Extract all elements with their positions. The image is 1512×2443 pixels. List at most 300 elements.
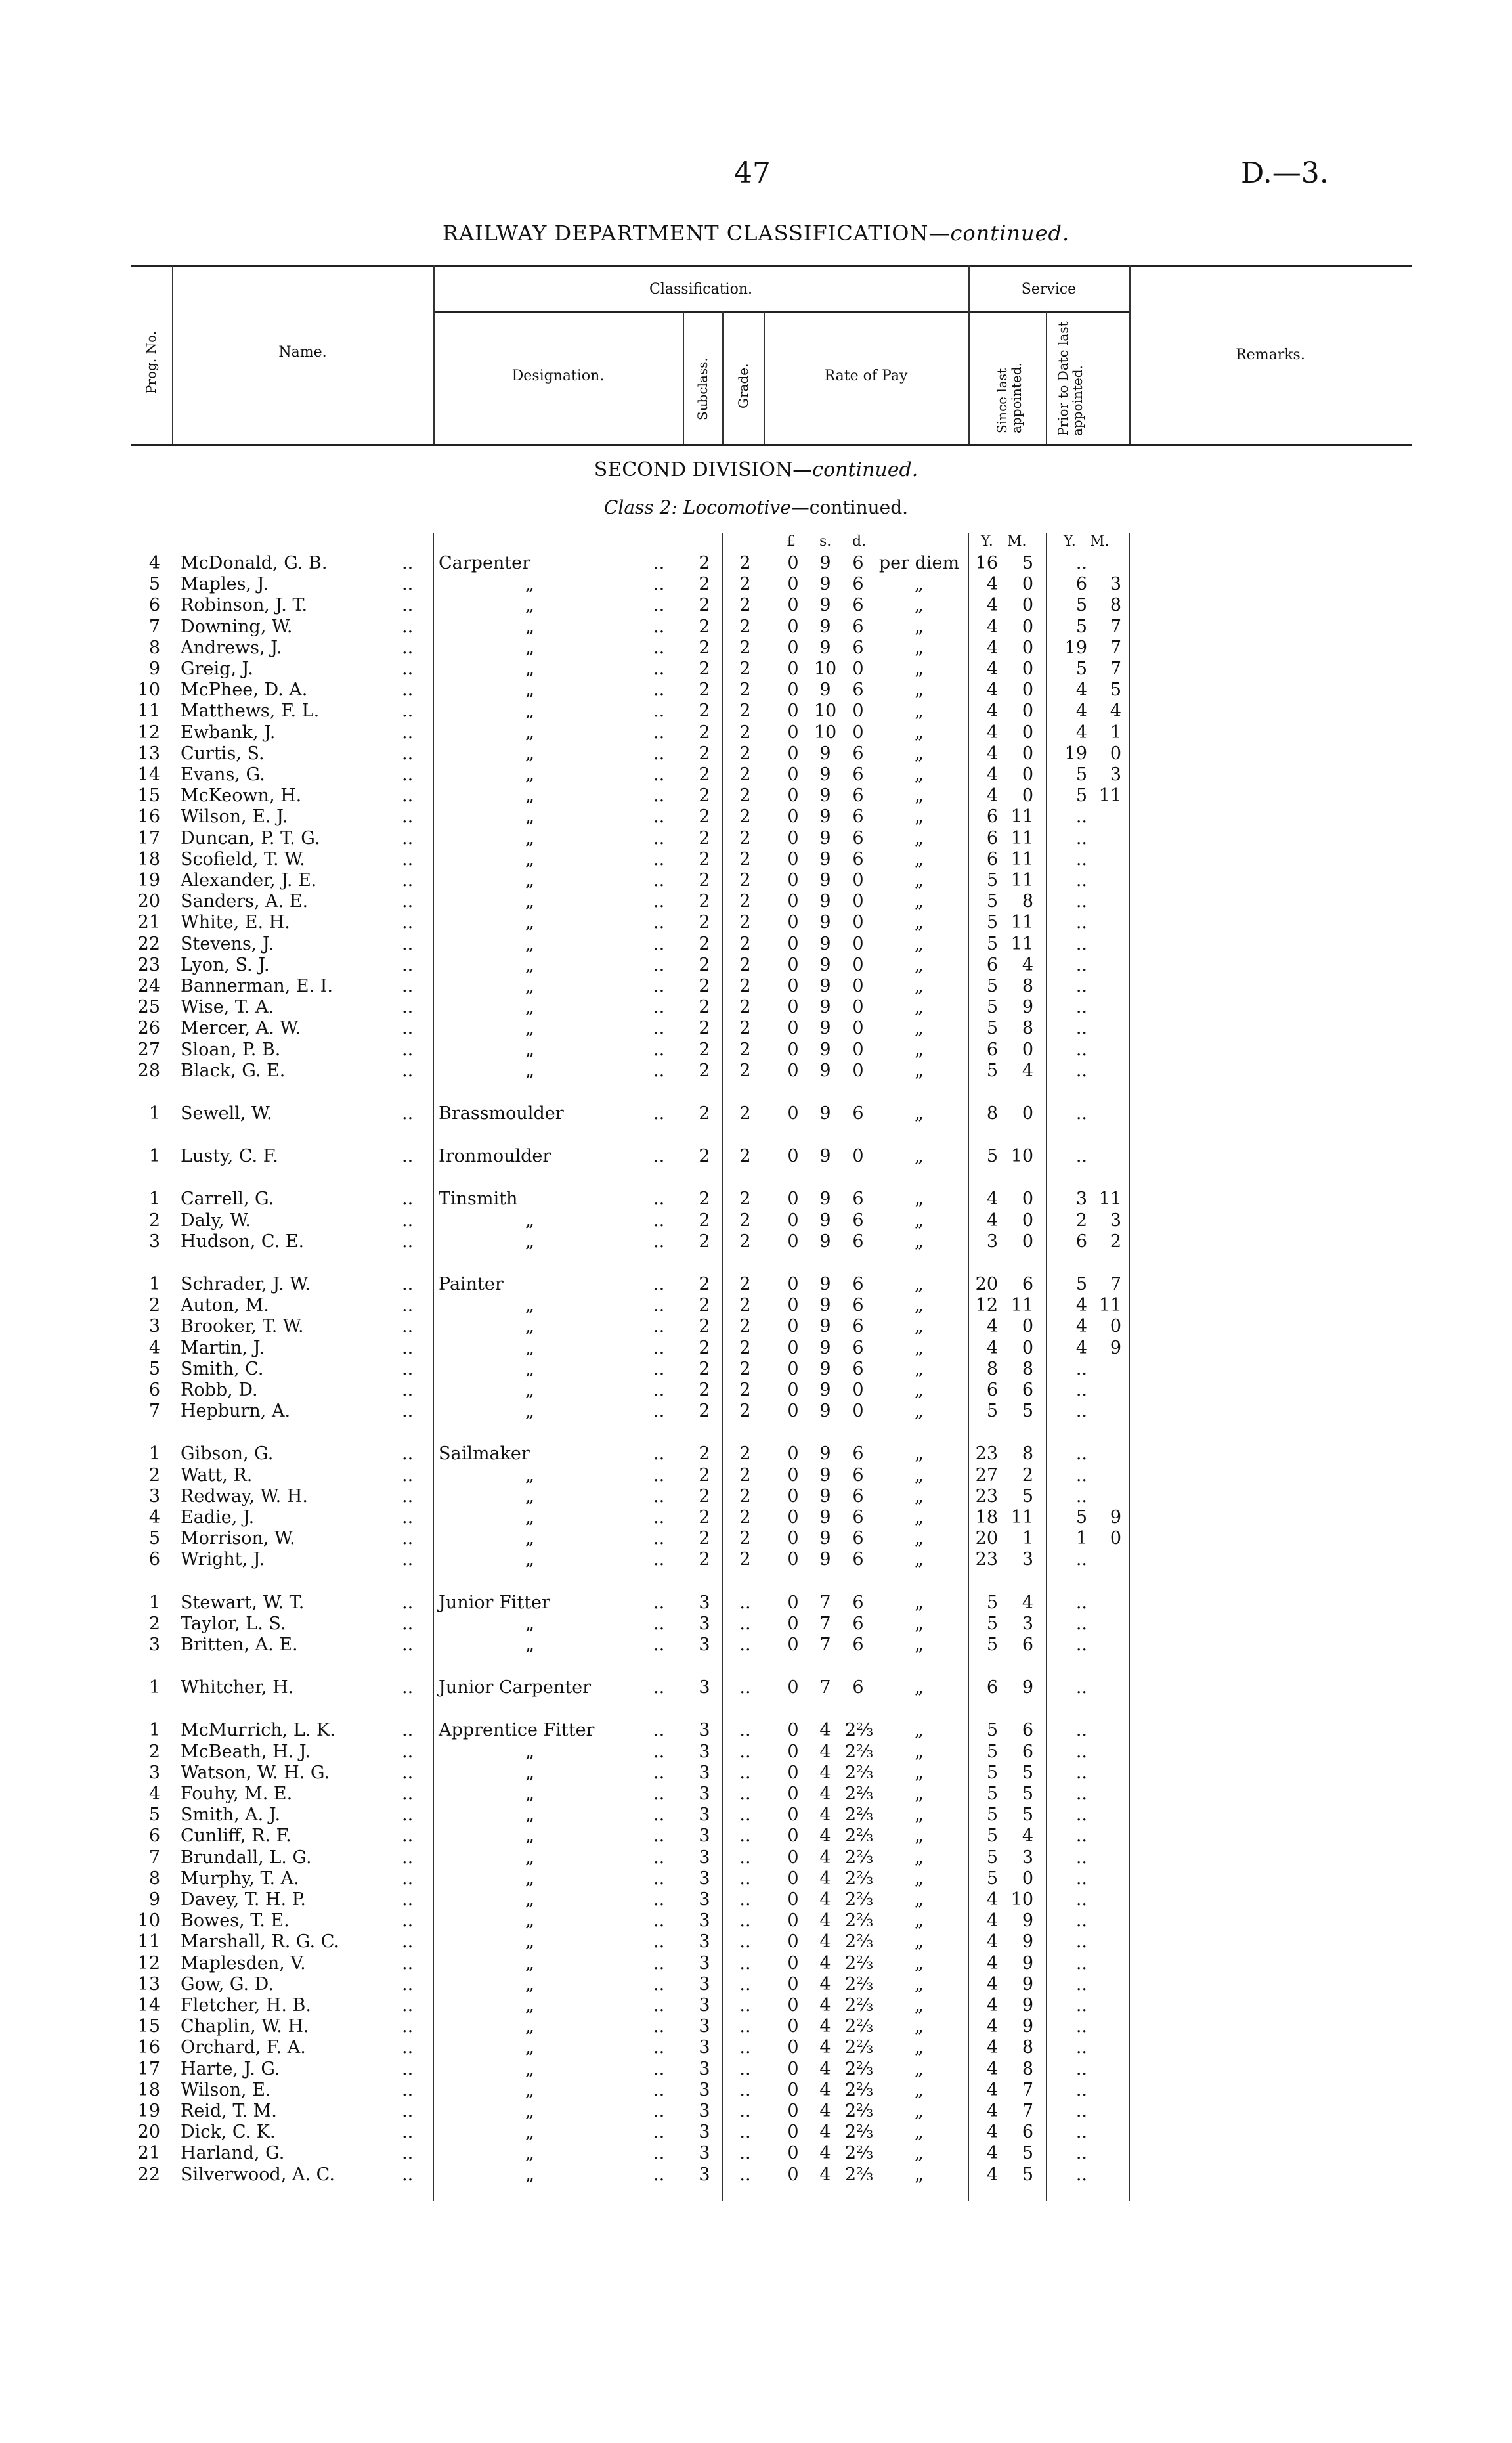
since-months: 0	[1022, 1103, 1033, 1124]
table-row	[0, 2059, 1512, 2080]
pay-pence: 2⅔	[845, 2079, 874, 2100]
pay-unit: „	[915, 891, 924, 912]
table-row	[0, 764, 1512, 785]
pay-pence: 6	[852, 764, 864, 785]
pay-unit: „	[915, 2101, 924, 2121]
grade-value: 2	[739, 1295, 751, 1316]
prog-number: 4	[148, 1784, 160, 1804]
pay-pence: 0	[852, 1146, 864, 1167]
pay-pounds: 0	[787, 1231, 799, 1252]
pay-shillings: 10	[813, 722, 837, 743]
since-years: 5	[986, 1613, 998, 1634]
since-months: 0	[1022, 722, 1033, 743]
subclass-value: 2	[699, 848, 710, 869]
leader-dots: ..	[653, 1486, 665, 1507]
since-months: 0	[1022, 595, 1033, 616]
table-row	[0, 934, 1512, 955]
prior-years: ..	[1075, 1784, 1087, 1804]
staff-name: Chaplin, W. H.	[181, 2016, 309, 2037]
since-years: 5	[986, 1826, 998, 1847]
pay-pence: 6	[852, 848, 864, 869]
designation-value: „	[525, 954, 534, 975]
leader-dots: ..	[402, 1528, 414, 1549]
prior-years: 5	[1075, 764, 1087, 785]
grade-value: ..	[739, 2058, 751, 2079]
since-months: 2	[1022, 1464, 1033, 1486]
subclass-value: 3	[699, 2037, 710, 2058]
pay-pence: 6	[852, 1358, 864, 1379]
designation-value: „	[525, 574, 534, 595]
prior-years: ..	[1075, 1762, 1087, 1783]
since-months: 11	[1010, 870, 1033, 891]
prog-number: 6	[148, 1826, 160, 1847]
pay-unit: „	[915, 2016, 924, 2037]
pay-unit: „	[915, 785, 924, 806]
pay-shillings: 9	[819, 1401, 831, 1422]
leader-dots: ..	[402, 1231, 414, 1252]
since-years: 27	[975, 1464, 998, 1486]
designation-value: „	[525, 701, 534, 722]
since-months: 11	[1010, 912, 1033, 933]
designation-value: „	[525, 2143, 534, 2164]
prog-number: 6	[148, 595, 160, 616]
subclass-value: 3	[699, 1784, 710, 1804]
since-months: 8	[1022, 1018, 1033, 1039]
table-row	[0, 1061, 1512, 1082]
pay-pence: 6	[852, 1210, 864, 1231]
pay-shillings: 9	[819, 764, 831, 785]
prog-number: 11	[137, 701, 160, 722]
prog-number: 1	[148, 1720, 160, 1741]
designation-value: „	[525, 1762, 534, 1783]
staff-name: Brundall, L. G.	[181, 1847, 312, 1868]
leader-dots: ..	[402, 764, 414, 785]
leader-dots: ..	[402, 1741, 414, 1762]
grade-value: 2	[739, 806, 751, 827]
pay-pence: 6	[852, 574, 864, 595]
grade-value: 2	[739, 553, 751, 573]
grade-value: 2	[739, 595, 751, 616]
pay-pounds: 0	[787, 1189, 799, 1210]
since-last-header: Since last appointed.	[994, 363, 1024, 433]
pay-pence: 2⅔	[845, 1973, 874, 1994]
subclass-value: 3	[699, 1847, 710, 1868]
leader-dots: ..	[402, 574, 414, 595]
leader-dots: ..	[402, 1762, 414, 1783]
since-months: 3	[1022, 1549, 1033, 1570]
since-months: 5	[1022, 1762, 1033, 1783]
pay-shillings: 9	[819, 997, 831, 1018]
pay-unit: „	[915, 976, 924, 996]
since-years: 4	[986, 2037, 998, 2058]
pay-shillings: 9	[819, 1189, 831, 1210]
pay-pounds: 0	[787, 1677, 799, 1698]
leader-dots: ..	[402, 1189, 414, 1210]
since-months: 11	[1010, 806, 1033, 827]
pay-pence: 2⅔	[845, 1720, 874, 1741]
pay-shillings: 7	[819, 1592, 831, 1613]
pay-shillings: 9	[819, 806, 831, 827]
leader-dots: ..	[402, 1039, 414, 1060]
grade-value: ..	[739, 2101, 751, 2121]
designation-value: „	[525, 1018, 534, 1039]
subclass-value: 3	[699, 1973, 710, 1994]
leader-dots: ..	[653, 553, 665, 573]
subclass-value: 3	[699, 1826, 710, 1847]
leader-dots: ..	[653, 1952, 665, 1973]
subclass-value: 3	[699, 1805, 710, 1826]
since-months: 11	[1010, 848, 1033, 869]
subclass-value: 2	[699, 1549, 710, 1570]
since-years: 8	[986, 1358, 998, 1379]
since-years: 4	[986, 701, 998, 722]
prog-number: 1	[148, 1103, 160, 1124]
subclass-value: 2	[699, 1146, 710, 1167]
since-months: 6	[1022, 1720, 1033, 1741]
prior-years: ..	[1075, 1146, 1087, 1167]
pay-pounds: 0	[787, 1464, 799, 1486]
pay-shillings: 4	[819, 1868, 831, 1889]
since-years: 6	[986, 1677, 998, 1698]
leader-dots: ..	[402, 1613, 414, 1634]
division-title-main: SECOND DIVISION—	[594, 458, 813, 481]
leader-dots: ..	[402, 1549, 414, 1570]
prog-number: 2	[148, 1741, 160, 1762]
leader-dots: ..	[402, 2037, 414, 2058]
pay-pounds: 0	[787, 2079, 799, 2100]
since-years: 4	[986, 1889, 998, 1910]
pay-shillings: 9	[819, 976, 831, 996]
table-row	[0, 2080, 1512, 2101]
pay-unit: „	[915, 1847, 924, 1868]
grade-value: 2	[739, 1060, 751, 1081]
pay-shillings: 9	[819, 1231, 831, 1252]
grade-value: ..	[739, 1762, 751, 1783]
subclass-value: 2	[699, 1039, 710, 1060]
designation-value: „	[525, 1486, 534, 1507]
leader-dots: ..	[653, 806, 665, 827]
since-months: 4	[1022, 1060, 1033, 1081]
staff-name: White, E. H.	[181, 912, 290, 933]
leader-dots: ..	[402, 701, 414, 722]
prior-years: 4	[1075, 1295, 1087, 1316]
pay-unit: „	[915, 848, 924, 869]
grade-value: ..	[739, 1805, 751, 1826]
leader-dots: ..	[653, 1784, 665, 1804]
staff-name: Sewell, W.	[181, 1103, 272, 1124]
pay-unit: „	[915, 1741, 924, 1762]
staff-name: Evans, G.	[181, 764, 265, 785]
table-row	[0, 1720, 1512, 1741]
leader-dots: ..	[402, 595, 414, 616]
prog-number: 7	[148, 1401, 160, 1422]
pay-pence: 0	[852, 1018, 864, 1039]
pay-pounds: 0	[787, 2037, 799, 2058]
designation-value: „	[525, 1549, 534, 1570]
subclass-value: 2	[699, 997, 710, 1018]
pay-unit: „	[915, 1995, 924, 2015]
leader-dots: ..	[402, 997, 414, 1018]
prog-number: 10	[137, 680, 160, 701]
prior-years: ..	[1075, 806, 1087, 827]
since-months: 9	[1022, 1952, 1033, 1973]
leader-dots: ..	[402, 1847, 414, 1868]
pay-pence: 2⅔	[845, 1805, 874, 1826]
since-months: 6	[1022, 1741, 1033, 1762]
leader-dots: ..	[402, 1805, 414, 1826]
staff-name: Harland, G.	[181, 2143, 285, 2164]
designation-value: „	[525, 848, 534, 869]
prog-number: 21	[137, 912, 160, 933]
since-months: 4	[1022, 1826, 1033, 1847]
pay-pounds: 0	[787, 764, 799, 785]
since-months: 10	[1010, 1889, 1033, 1910]
prior-months: 3	[1110, 1210, 1121, 1231]
since-months: 5	[1022, 1805, 1033, 1826]
pay-shillings: 9	[819, 827, 831, 848]
grade-value: ..	[739, 1952, 751, 1973]
staff-name: Maplesden, V.	[181, 1952, 306, 1973]
since-years: 4	[986, 1316, 998, 1337]
designation-value: „	[525, 806, 534, 827]
prog-number: 5	[148, 1528, 160, 1549]
prior-years: 4	[1075, 722, 1087, 743]
designation-value: „	[525, 1231, 534, 1252]
table-row	[0, 659, 1512, 680]
staff-name: Britten, A. E.	[181, 1635, 298, 1655]
since-months: 11	[1010, 827, 1033, 848]
pay-pence: 2⅔	[845, 1910, 874, 1931]
since-years: 4	[986, 595, 998, 616]
since-months: 5	[1022, 1784, 1033, 1804]
leader-dots: ..	[402, 1146, 414, 1167]
table-row	[0, 2122, 1512, 2143]
header-bottom-rule	[131, 444, 1412, 446]
pay-pence: 6	[852, 1592, 864, 1613]
since-months: 0	[1022, 659, 1033, 679]
since-years: 6	[986, 848, 998, 869]
leader-dots: ..	[653, 1613, 665, 1634]
prior-years: 1	[1075, 1528, 1087, 1549]
pay-shillings: 9	[819, 1443, 831, 1464]
staff-name: Ewbank, J.	[181, 722, 276, 743]
since-months: 6	[1022, 1380, 1033, 1400]
since-months: 0	[1022, 616, 1033, 637]
pay-pounds: 0	[787, 616, 799, 637]
pay-pence: 2⅔	[845, 2058, 874, 2079]
staff-name: McMurrich, L. K.	[181, 1720, 335, 1741]
pay-pounds: 0	[787, 2016, 799, 2037]
pay-unit: „	[915, 1528, 924, 1549]
pay-pounds: 0	[787, 1060, 799, 1081]
leader-dots: ..	[653, 1847, 665, 1868]
since-years: 5	[986, 1762, 998, 1783]
pay-shillings: 9	[819, 1358, 831, 1379]
subclass-value: 3	[699, 1613, 710, 1634]
table-row	[0, 1103, 1512, 1124]
designation-value: „	[525, 891, 534, 912]
since-years: 23	[975, 1549, 998, 1570]
prior-years: ..	[1075, 1973, 1087, 1994]
leader-dots: ..	[653, 1380, 665, 1400]
prior-years: 3	[1075, 1189, 1087, 1210]
pay-unit: „	[915, 1826, 924, 1847]
pay-pounds: 0	[787, 1784, 799, 1804]
pay-shillings: 4	[819, 2079, 831, 2100]
staff-name: Watt, R.	[181, 1464, 253, 1486]
since-years: 4	[986, 1931, 998, 1952]
designation-value: „	[525, 912, 534, 933]
prior-years: ..	[1075, 1952, 1087, 1973]
pay-unit: „	[915, 1805, 924, 1826]
since-months: 9	[1022, 1931, 1033, 1952]
pay-pounds: 0	[787, 701, 799, 722]
since-months: 5	[1022, 1486, 1033, 1507]
pay-pounds: 0	[787, 1401, 799, 1422]
page-number: 47	[734, 156, 771, 190]
leader-dots: ..	[653, 764, 665, 785]
subclass-value: 2	[699, 1316, 710, 1337]
pay-unit: „	[915, 1507, 924, 1528]
prog-number: 18	[137, 2079, 160, 2100]
since-years: 5	[986, 933, 998, 954]
designation-value: „	[525, 870, 534, 891]
staff-name: Downing, W.	[181, 616, 293, 637]
pay-pounds: 0	[787, 1995, 799, 2015]
staff-name: Martin, J.	[181, 1337, 265, 1358]
pay-pence: 6	[852, 1507, 864, 1528]
staff-name: Maples, J.	[181, 574, 269, 595]
designation-value: „	[525, 2058, 534, 2079]
leader-dots: ..	[653, 2143, 665, 2164]
pay-pence: 6	[852, 1231, 864, 1252]
leader-dots: ..	[653, 2164, 665, 2185]
leader-dots: ..	[402, 954, 414, 975]
leader-dots: ..	[402, 722, 414, 743]
designation-value: Ironmoulder	[439, 1146, 551, 1167]
since-years: 4	[986, 637, 998, 658]
prog-number: 6	[148, 1380, 160, 1400]
leader-dots: ..	[653, 1741, 665, 1762]
since-months: 7	[1022, 2079, 1033, 2100]
subclass-value: 2	[699, 976, 710, 996]
grade-value: 2	[739, 1443, 751, 1464]
pay-shillings: 9	[819, 1060, 831, 1081]
prior-years: ..	[1075, 2122, 1087, 2143]
since-years: 4	[986, 722, 998, 743]
since-years: 12	[975, 1295, 998, 1316]
prior-months: 4	[1110, 701, 1121, 722]
subclass-value: 2	[699, 1210, 710, 1231]
pay-shillings: 4	[819, 2058, 831, 2079]
leader-dots: ..	[653, 912, 665, 933]
staff-name: Eadie, J.	[181, 1507, 255, 1528]
prior-years: ..	[1075, 1868, 1087, 1889]
pay-pence: 6	[852, 680, 864, 701]
leader-dots: ..	[402, 1889, 414, 1910]
pay-shillings: 9	[819, 1380, 831, 1400]
since-months: 4	[1022, 1592, 1033, 1613]
leader-dots: ..	[653, 1677, 665, 1698]
pay-unit: „	[915, 2079, 924, 2100]
prog-number: 4	[148, 1337, 160, 1358]
since-months: 8	[1022, 891, 1033, 912]
prog-number: 17	[137, 827, 160, 848]
subclass-value: 2	[699, 1443, 710, 1464]
subclass-value: 2	[699, 1401, 710, 1422]
grade-value: 2	[739, 764, 751, 785]
pay-pence: 6	[852, 1464, 864, 1486]
prog-number: 16	[137, 806, 160, 827]
grade-value: 2	[739, 912, 751, 933]
subclass-value: 2	[699, 637, 710, 658]
grade-value: 2	[739, 1189, 751, 1210]
page-title	[0, 221, 1512, 246]
prior-years: ..	[1075, 848, 1087, 869]
prior-years: 19	[1064, 743, 1087, 764]
prog-number: 1	[148, 1274, 160, 1294]
prior-months: 1	[1110, 722, 1121, 743]
subclass-value: 2	[699, 785, 710, 806]
since-years: 4	[986, 1995, 998, 2015]
leader-dots: ..	[402, 2143, 414, 2164]
pay-pence: 6	[852, 1677, 864, 1698]
designation-value: „	[525, 1060, 534, 1081]
prior-years: 4	[1075, 1316, 1087, 1337]
pay-shillings: 4	[819, 2037, 831, 2058]
prog-number: 12	[137, 722, 160, 743]
designation-value: Sailmaker	[439, 1443, 530, 1464]
designation-value: „	[525, 680, 534, 701]
prog-number: 20	[137, 2122, 160, 2143]
pay-pence: 2⅔	[845, 2016, 874, 2037]
leader-dots: ..	[402, 1380, 414, 1400]
leader-dots: ..	[653, 2058, 665, 2079]
leader-dots: ..	[653, 954, 665, 975]
pay-shillings: 7	[819, 1677, 831, 1698]
leader-dots: ..	[653, 827, 665, 848]
since-years: 4	[986, 1337, 998, 1358]
pay-shillings: 4	[819, 1847, 831, 1868]
leader-dots: ..	[653, 680, 665, 701]
since-months: 0	[1022, 1039, 1033, 1060]
prog-number: 22	[137, 933, 160, 954]
pay-pounds: 0	[787, 954, 799, 975]
prog-number: 16	[137, 2037, 160, 2058]
table-top-rule	[131, 265, 1412, 267]
prior-years: ..	[1075, 1910, 1087, 1931]
grade-value: 2	[739, 1103, 751, 1124]
prog-number: 6	[148, 1549, 160, 1570]
grade-value: ..	[739, 1720, 751, 1741]
pay-unit: „	[915, 2122, 924, 2143]
pay-pence: 0	[852, 1039, 864, 1060]
pay-pounds: 0	[787, 827, 799, 848]
prior-months: 5	[1110, 680, 1121, 701]
pay-unit: „	[915, 1952, 924, 1973]
pay-shillings: 9	[819, 595, 831, 616]
col-divider	[722, 311, 724, 444]
pay-pence: 6	[852, 827, 864, 848]
pay-pence: 0	[852, 1060, 864, 1081]
pay-pence: 2⅔	[845, 2037, 874, 2058]
since-months: 9	[1022, 1995, 1033, 2015]
table-row	[0, 1528, 1512, 1549]
pay-unit: „	[915, 997, 924, 1018]
pay-pounds: 0	[787, 848, 799, 869]
prior-years: ..	[1075, 2037, 1087, 2058]
pay-unit: „	[915, 1464, 924, 1486]
